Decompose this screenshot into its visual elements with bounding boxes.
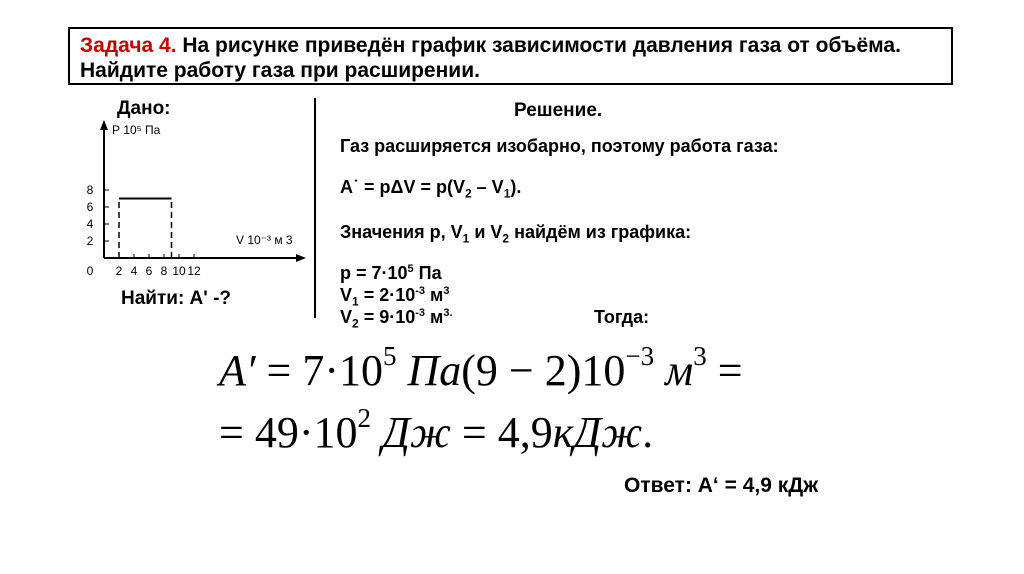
subscript: 2 xyxy=(502,231,510,246)
x-tick-label: 8 xyxy=(160,264,168,278)
text-part: V xyxy=(340,285,353,305)
y-axis-arrow xyxy=(100,120,108,130)
values-from-graph-line xyxy=(340,222,691,246)
answer: Ответ: А‘ = 4,9 кДж xyxy=(624,474,819,497)
formula-part: А˙ = рΔV = р(V xyxy=(340,177,465,197)
x-axis-arrow xyxy=(296,254,306,262)
formula-part: Па xyxy=(396,346,462,395)
x-tick-label: 4 xyxy=(130,264,138,278)
formula-part: = 7·10 xyxy=(255,346,383,395)
x-tick-label: 0 xyxy=(86,264,94,278)
then-label: Тогда: xyxy=(594,307,650,327)
exponent: -3 xyxy=(415,285,426,297)
exponent: 3 xyxy=(443,285,450,297)
problem-statement xyxy=(68,27,953,85)
v2-value xyxy=(340,307,453,331)
y-tick-label: 2 xyxy=(86,234,94,248)
problem-label: Задача 4. xyxy=(80,34,177,57)
formula-part: = xyxy=(706,346,743,395)
work-result-formula xyxy=(219,403,654,458)
pressure-volume-chart xyxy=(72,118,312,286)
solution-line-isobaric xyxy=(340,136,779,157)
text-part: V xyxy=(340,307,353,327)
text-part: м xyxy=(425,307,444,327)
exponent: 3 xyxy=(693,341,707,372)
text-part: и V xyxy=(469,222,503,242)
vertical-divider xyxy=(314,98,316,318)
y-tick-label: 6 xyxy=(86,200,94,214)
formula-part: Дж xyxy=(370,408,451,457)
find-label: Найти: А' -? xyxy=(121,288,232,309)
work-formula xyxy=(340,177,521,201)
text-part: найдём из графика: xyxy=(509,222,692,242)
x-tick-label: 2 xyxy=(115,264,123,278)
text-part: = 9·10 xyxy=(358,307,416,327)
formula-part: (9 − 2)10 xyxy=(461,346,626,395)
subscript: 2 xyxy=(464,186,472,201)
given-label: Дано: xyxy=(117,98,171,119)
text-part: = 2·10 xyxy=(358,285,416,305)
formula-part: кДж xyxy=(552,408,643,457)
y-axis-label: Р 10⁵ Па xyxy=(112,123,161,137)
formula-part: A′ xyxy=(219,346,256,395)
y-tick-label: 8 xyxy=(86,183,94,197)
exponent: 5 xyxy=(407,263,414,275)
y-tick-label: 4 xyxy=(86,217,94,231)
formula-part: м xyxy=(654,346,694,395)
x-tick-label: 12 xyxy=(187,264,201,278)
solution-title: Решение. xyxy=(514,100,603,121)
subscript: 1 xyxy=(503,186,511,201)
x-axis-label: V 10⁻³ м 3 xyxy=(236,233,293,247)
formula-part: – V xyxy=(471,177,504,197)
exponent: 3. xyxy=(443,307,453,319)
subscript: 1 xyxy=(462,231,470,246)
problem-text: На рисунке приведён график зависимости давления газа от объёма. Найдите работу газа при расширении. xyxy=(80,34,901,82)
pressure-value xyxy=(340,263,442,284)
formula-part: . xyxy=(642,408,654,457)
text-part: р = 7·10 xyxy=(340,263,408,283)
text-part: м xyxy=(425,285,444,305)
v1-value xyxy=(340,285,449,309)
formula-part: = 4,9 xyxy=(450,408,553,457)
x-tick-label: 6 xyxy=(145,264,153,278)
exponent: 2 xyxy=(357,403,371,434)
solution-text: Газ расширяется изобарно, поэтому работа газа: xyxy=(340,136,779,156)
subscript: 1 xyxy=(352,294,359,309)
exponent: -3 xyxy=(415,307,426,319)
exponent: 5 xyxy=(382,341,397,372)
work-calculation-formula xyxy=(219,341,743,396)
text-part: Значения р, V xyxy=(340,222,463,242)
formula-part: ). xyxy=(510,177,522,197)
exponent: −3 xyxy=(625,341,655,372)
subscript: 2 xyxy=(352,316,359,331)
x-tick-label: 10 xyxy=(172,264,186,278)
text-part: Па xyxy=(413,263,442,283)
formula-part: = 49·10 xyxy=(219,408,358,457)
